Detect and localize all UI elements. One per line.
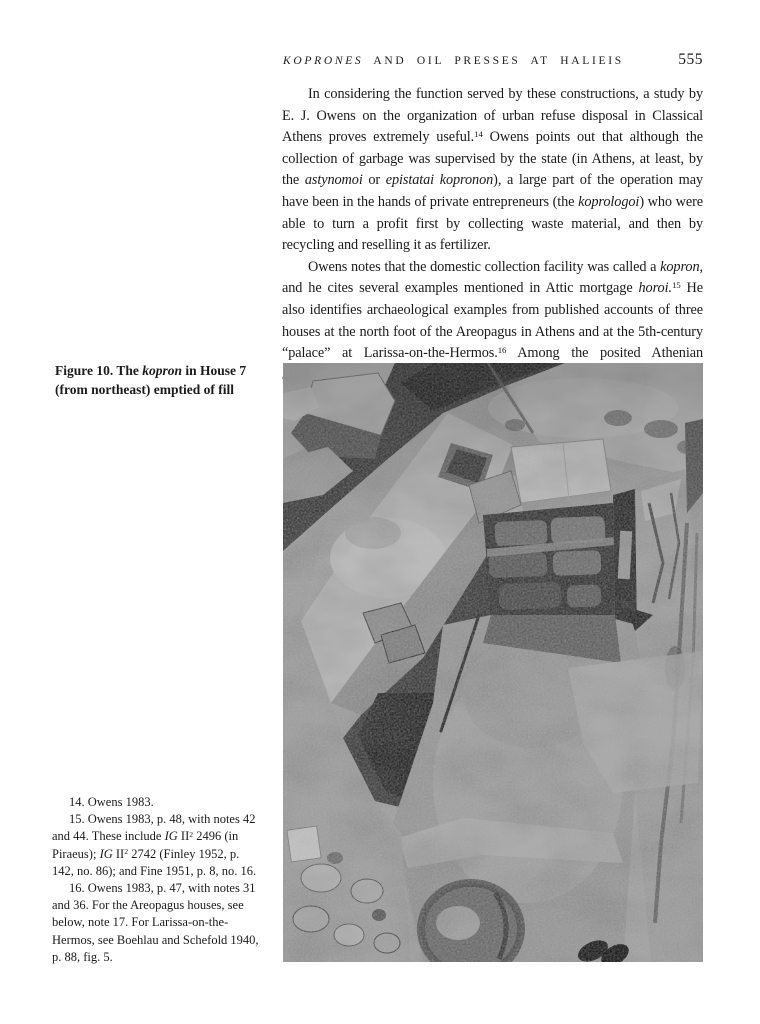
page-number: 555 — [678, 51, 703, 68]
footnote-16: 16. Owens 1983, p. 47, with notes 31 and 36. For the Areopagus houses, see below, note 17. For Larissa-on-the-Hermos, see Boehlau and Schefold 1940, p. 88, fig. 5. — [52, 881, 259, 964]
footnote-15: 15. Owens 1983, p. 48, with notes 42 and 44. These include IG $II^2$ 2496 (in Piraeus); IG $II^2$ 2742 (Finley 1952, p. 142, no. 86); and Fine 1951, p. 8, no. 16. — [52, 812, 257, 878]
paragraph-2: Owens notes that the domestic collection facility was called a kopron, and he cites several examples mentioned in Attic mortgage horoi.$^{15}$ He also identifies archaeological examples from published accounts of three houses at the north foot of the Areopagus in Athens and at the 5th-century “palace” at Larissa-on-the-Hermos.$^{16}$ Among the posited Athenian — [282, 258, 704, 362]
footnote-14: 14. Owens 1983. — [69, 795, 154, 809]
body-text-column — [282, 84, 703, 386]
running-head — [283, 51, 703, 69]
paragraph-1: In considering the function served by these constructions, a study by E. J. Owens on the organization of urban refuse disposal in Classical Athens proves extremely useful.$^{14}$ Owens points out that although the collection of garbage was supervised by the state (in Athens, at least, by the astynomoi or epistatai kopronon), a large part of the operation may have been in the hands of private entrepreneurs (the koprologoi) who were able to turn a profit first by collecting waste material, and then by recycling and reselling it as fertilizer. — [282, 86, 704, 254]
kopron-photo-illustration — [283, 363, 703, 962]
figure-caption: Figure 10. The kopron in House 7 (from northeast) emptied of fill — [55, 363, 247, 397]
figure-photo — [283, 363, 703, 962]
running-title: KOPRONES AND OIL PRESSES AT HALIEIS — [283, 55, 624, 67]
footnotes-block — [52, 794, 260, 966]
